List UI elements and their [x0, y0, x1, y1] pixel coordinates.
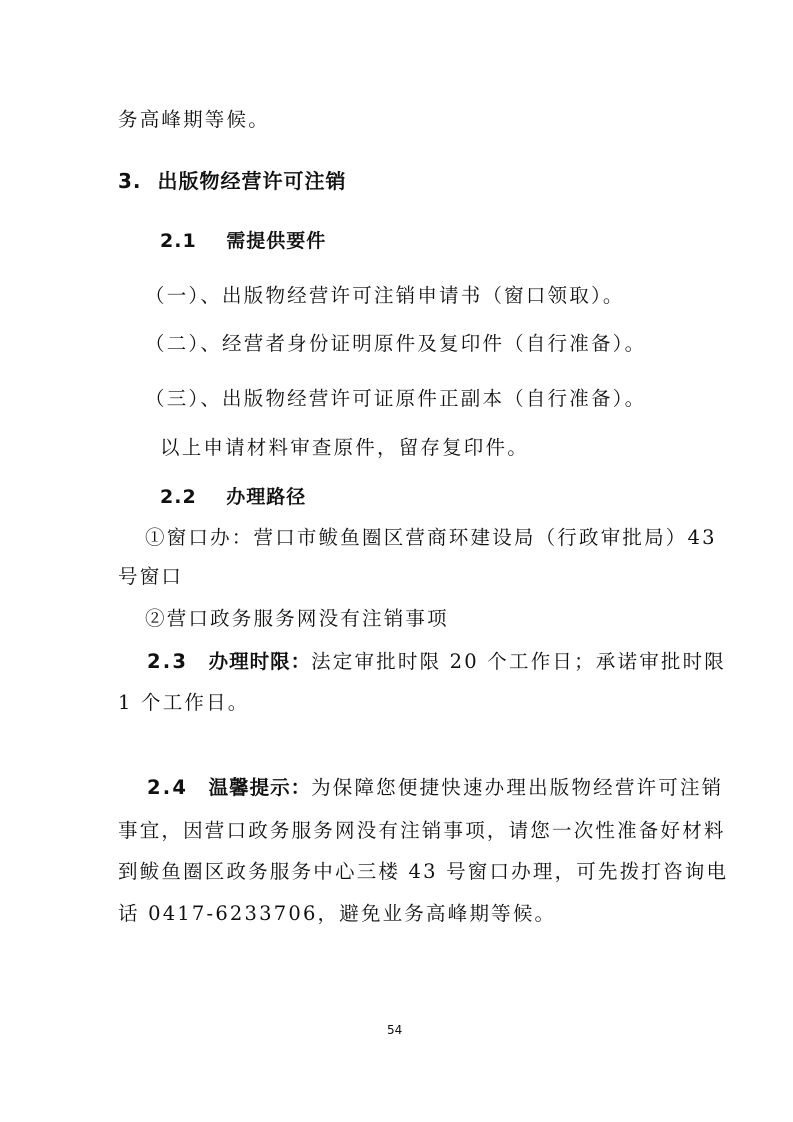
- section-2-1-heading: [160, 226, 326, 253]
- section-2-1-number: 2.1: [160, 230, 197, 252]
- section-2-3-line: [147, 646, 726, 674]
- section-2-3-text: 法定审批时限 20 个工作日；承诺审批时限: [311, 650, 726, 673]
- section-2-2-heading: [160, 482, 306, 509]
- requirement-item-2: （二）、经营者身份证明原件及复印件（自行准备）。: [145, 332, 647, 355]
- path-online-line: ②营口政务服务网没有注销事项: [145, 607, 449, 630]
- section-2-3-number: 2.3: [147, 650, 189, 673]
- section-2-4-label: 温馨提示：: [208, 776, 312, 799]
- section-2-4-number: 2.4: [147, 776, 189, 799]
- section-2-1-title: 需提供要件: [226, 230, 327, 252]
- section-2-4-line: [147, 772, 723, 800]
- section-3-heading: [118, 165, 346, 194]
- path-window-line: ①窗口办：营口市鲅鱼圈区营商环建设局（行政审批局）43: [145, 526, 717, 549]
- requirement-item-3: （三）、出版物经营许可证原件正副本（自行准备）。: [145, 387, 647, 410]
- section-2-3-text-cont: 1 个工作日。: [118, 691, 250, 714]
- section-2-2-title: 办理路径: [226, 486, 307, 508]
- section-3-title: 出版物经营许可注销: [157, 169, 347, 193]
- section-2-4-text-1: 为保障您便捷快速办理出版物经营许可注销: [311, 776, 724, 799]
- requirement-note: 以上申请材料审查原件，留存复印件。: [160, 436, 529, 459]
- section-2-4-text-3: 到鲅鱼圈区政务服务中心三楼 43 号窗口办理，可先拨打咨询电: [118, 860, 729, 883]
- section-2-4-text-4: 话 0417-6233706，避免业务高峰期等候。: [118, 902, 557, 925]
- path-window-line-cont: 号窗口: [118, 565, 184, 588]
- section-3-number: 3.: [118, 169, 142, 193]
- continuation-text: 务高峰期等候。: [118, 108, 270, 131]
- section-2-2-number: 2.2: [160, 486, 197, 508]
- page-number: 54: [387, 1023, 403, 1037]
- section-2-4-text-2: 事宜，因营口政务服务网没有注销事项，请您一次性准备好材料: [118, 819, 726, 842]
- section-2-3-label: 办理时限：: [208, 650, 312, 673]
- requirement-item-1: （一）、出版物经营许可注销申请书（窗口领取）。: [145, 284, 625, 307]
